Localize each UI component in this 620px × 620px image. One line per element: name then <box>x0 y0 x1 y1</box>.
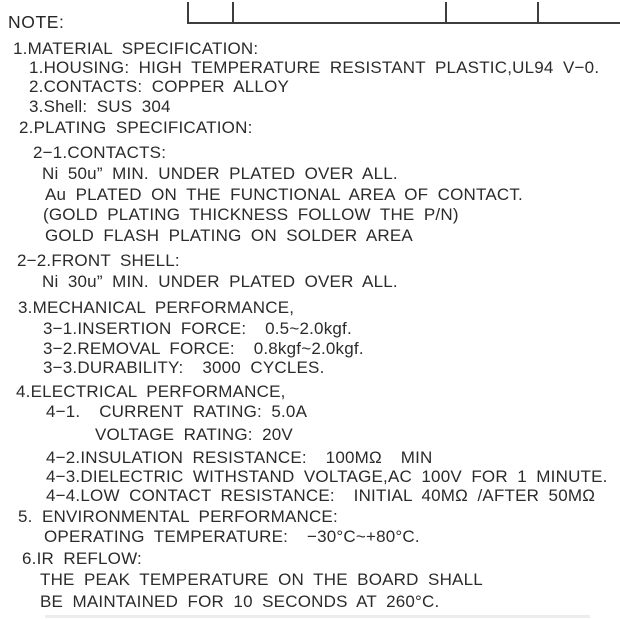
note-line: 2.PLATING SPECIFICATION: <box>19 118 253 137</box>
note-line: 1.HOUSING: HIGH TEMPERATURE RESISTANT PLASTIC,UL94 V−0. <box>29 58 600 77</box>
note-line: 2−2.FRONT SHELL: <box>17 251 180 270</box>
ruler-tick <box>537 2 539 24</box>
note-title: NOTE: <box>8 12 65 32</box>
note-line: BE MAINTAINED FOR 10 SECONDS AT 260°C. <box>40 592 440 611</box>
note-line: 4−2.INSULATION RESISTANCE: 100MΩ MIN <box>46 448 433 467</box>
ruler-tick <box>445 2 447 24</box>
note-line: 3.Shell: SUS 304 <box>29 97 171 116</box>
note-line: Au PLATED ON THE FUNCTIONAL AREA OF CONTACT. <box>45 185 523 204</box>
ruler-baseline <box>187 22 620 24</box>
note-line: 1.MATERIAL SPECIFICATION: <box>13 39 259 58</box>
note-line: 3−2.REMOVAL FORCE: 0.8kgf~2.0kgf. <box>43 339 364 358</box>
note-line: 3−1.INSERTION FORCE: 0.5~2.0kgf. <box>43 319 352 338</box>
note-line: 5. ENVIRONMENTAL PERFORMANCE: <box>18 507 338 526</box>
note-line: 3.MECHANICAL PERFORMANCE, <box>18 298 295 317</box>
note-line: 4.ELECTRICAL PERFORMANCE, <box>16 382 286 401</box>
ruler-tick <box>187 2 189 24</box>
note-line: 2−1.CONTACTS: <box>33 143 167 162</box>
note-line: Ni 50u” MIN. UNDER PLATED OVER ALL. <box>42 164 398 183</box>
note-line: 4−1. CURRENT RATING: 5.0A <box>46 402 308 421</box>
note-line: Ni 30u” MIN. UNDER PLATED OVER ALL. <box>42 272 398 291</box>
cropped-next-line-remnant <box>45 615 590 618</box>
note-line: THE PEAK TEMPERATURE ON THE BOARD SHALL <box>40 570 483 589</box>
note-line: (GOLD PLATING THICKNESS FOLLOW THE P/N) <box>43 205 459 224</box>
note-line: OPERATING TEMPERATURE: −30°C~+80°C. <box>44 527 420 546</box>
note-line: 6.IR REFLOW: <box>22 549 142 568</box>
note-line: VOLTAGE RATING: 20V <box>95 425 293 444</box>
ruler-tick <box>232 2 234 24</box>
note-line: 3−3.DURABILITY: 3000 CYCLES. <box>43 358 325 377</box>
note-line: 4−3.DIELECTRIC WITHSTAND VOLTAGE,AC 100V FOR 1 MINUTE. <box>46 467 608 486</box>
note-line: 2.CONTACTS: COPPER ALLOY <box>29 77 290 96</box>
note-line: GOLD FLASH PLATING ON SOLDER AREA <box>45 226 413 245</box>
note-line: 4−4.LOW CONTACT RESISTANCE: INITIAL 40MΩ /AFTER 50MΩ <box>46 486 596 505</box>
